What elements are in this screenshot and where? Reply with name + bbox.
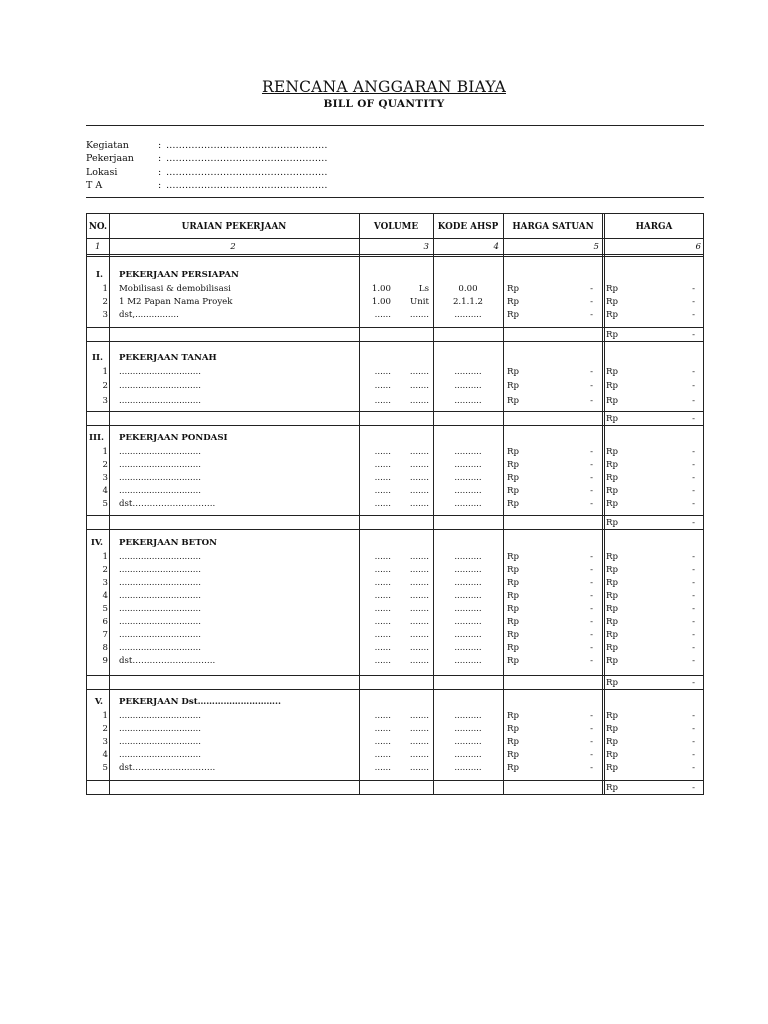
harga-value: - <box>692 710 695 721</box>
item-volume: ...... <box>374 723 391 734</box>
item-number: 1 <box>102 551 108 562</box>
item-number: 3 <box>102 577 108 588</box>
harga-satuan-value: - <box>590 577 593 588</box>
rp-label: Rp <box>507 642 519 653</box>
column-divider <box>602 214 605 794</box>
rp-label: Rp <box>606 499 618 510</box>
item-number: 3 <box>102 309 108 320</box>
harga-satuan-value: - <box>590 616 593 627</box>
item-number: 5 <box>102 499 108 510</box>
section-title: PEKERJAAN PONDASI <box>119 433 228 443</box>
column-index: 3 <box>423 242 429 252</box>
harga-satuan-value: - <box>590 283 593 294</box>
harga-satuan-value: - <box>590 472 593 483</box>
subtotal-top-line <box>87 411 703 412</box>
subtotal-top-line <box>87 780 703 781</box>
harga-satuan-value: - <box>590 723 593 734</box>
item-description: Mobilisasi & demobilisasi <box>119 283 231 294</box>
rp-label: Rp <box>606 564 618 575</box>
item-description: .............................. <box>119 590 201 601</box>
rp-label: Rp <box>507 736 519 747</box>
column-index: 2 <box>230 242 236 252</box>
item-unit: ....... <box>409 590 429 601</box>
item-kode-ahsp: .......... <box>454 395 482 406</box>
subtotal-top-line <box>87 327 703 328</box>
info-label: T A <box>86 179 103 191</box>
item-kode-ahsp: .......... <box>454 459 482 470</box>
rp-label: Rp <box>606 763 618 774</box>
harga-value: - <box>692 564 695 575</box>
item-volume: ...... <box>374 381 391 391</box>
rp-label: Rp <box>606 366 618 377</box>
section-divider <box>87 529 703 530</box>
item-kode-ahsp: .......... <box>454 381 482 391</box>
rp-label: Rp <box>507 655 519 666</box>
item-unit: ....... <box>409 616 429 627</box>
item-kode-ahsp: .......... <box>454 750 482 761</box>
harga-satuan-value: - <box>590 296 593 307</box>
document-subtitle: BILL OF QUANTITY <box>323 98 445 110</box>
item-unit: ....... <box>409 472 429 483</box>
subtotal-rp-label: Rp <box>606 678 618 688</box>
harga-satuan-value: - <box>590 564 593 575</box>
item-unit: ....... <box>409 309 429 320</box>
harga-satuan-value: - <box>590 603 593 614</box>
item-number: 1 <box>102 283 108 294</box>
harga-value: - <box>692 629 695 640</box>
item-unit: ....... <box>409 366 429 377</box>
item-kode-ahsp: .......... <box>454 577 482 588</box>
item-description: dst……………………….. <box>119 655 216 666</box>
rp-label: Rp <box>507 446 519 457</box>
rp-label: Rp <box>507 459 519 470</box>
item-description: dst,................ <box>119 309 179 320</box>
item-unit: ....... <box>409 577 429 588</box>
rp-label: Rp <box>606 381 618 391</box>
harga-value: - <box>692 366 695 377</box>
rp-label: Rp <box>507 616 519 627</box>
item-volume: ...... <box>374 710 391 721</box>
rp-label: Rp <box>606 629 618 640</box>
subtotal-value: - <box>692 330 695 340</box>
harga-value: - <box>692 723 695 734</box>
item-description: .............................. <box>119 736 201 747</box>
item-unit: ....... <box>409 459 429 470</box>
item-unit: ....... <box>409 736 429 747</box>
info-value: …………………………………………… <box>166 153 328 165</box>
column-index: 1 <box>95 242 101 252</box>
rp-label: Rp <box>606 551 618 562</box>
header-divider <box>87 238 703 239</box>
column-index: 4 <box>493 242 499 252</box>
item-unit: ....... <box>409 642 429 653</box>
item-unit: ....... <box>409 486 429 497</box>
rp-label: Rp <box>606 590 618 601</box>
section-divider <box>87 689 703 690</box>
rp-label: Rp <box>606 296 618 307</box>
item-volume: 1.00 <box>371 296 391 307</box>
harga-satuan-value: - <box>590 499 593 510</box>
item-kode-ahsp: .......... <box>454 723 482 734</box>
item-description: .............................. <box>119 629 201 640</box>
column-divider <box>433 214 434 794</box>
harga-satuan-value: - <box>590 551 593 562</box>
item-description: .............................. <box>119 750 201 761</box>
harga-value: - <box>692 763 695 774</box>
harga-value: - <box>692 395 695 406</box>
header-no: NO. <box>88 222 108 232</box>
item-number: 3 <box>102 736 108 747</box>
section-number: IV. <box>90 538 103 548</box>
subtotal-rp-label: Rp <box>606 330 618 340</box>
section-divider <box>87 341 703 342</box>
harga-value: - <box>692 603 695 614</box>
harga-satuan-value: - <box>590 486 593 497</box>
item-unit: Ls <box>418 283 429 294</box>
rp-label: Rp <box>606 736 618 747</box>
harga-value: - <box>692 472 695 483</box>
item-volume: ...... <box>374 642 391 653</box>
document-title: RENCANA ANGGARAN BIAYA <box>261 78 507 96</box>
section-title: PEKERJAAN TANAH <box>119 353 217 363</box>
harga-value: - <box>692 616 695 627</box>
item-description: .............................. <box>119 564 201 575</box>
item-unit: ....... <box>409 603 429 614</box>
item-number: 2 <box>102 459 108 470</box>
item-description: .............................. <box>119 472 201 483</box>
rp-label: Rp <box>606 577 618 588</box>
harga-value: - <box>692 446 695 457</box>
rp-label: Rp <box>507 551 519 562</box>
item-volume: ...... <box>374 309 391 320</box>
item-unit: ....... <box>409 446 429 457</box>
section-number: III. <box>89 433 105 443</box>
info-value: …………………………………………… <box>166 140 328 151</box>
item-kode-ahsp: .......... <box>454 551 482 562</box>
rp-label: Rp <box>507 629 519 640</box>
info-row: Kegiatan : …………………………………………… <box>86 140 328 151</box>
harga-value: - <box>692 283 695 294</box>
item-volume: ...... <box>374 603 391 614</box>
rp-label: Rp <box>507 395 519 406</box>
harga-satuan-value: - <box>590 655 593 666</box>
item-number: 9 <box>102 655 108 666</box>
item-kode-ahsp: .......... <box>454 710 482 721</box>
item-unit: ....... <box>409 395 429 406</box>
harga-value: - <box>692 750 695 761</box>
item-volume: ...... <box>374 590 391 601</box>
item-description: .............................. <box>119 381 201 391</box>
rp-label: Rp <box>606 459 618 470</box>
rp-label: Rp <box>606 723 618 734</box>
item-description: .............................. <box>119 459 201 470</box>
item-description: 1 M2 Papan Nama Proyek <box>119 296 233 307</box>
rp-label: Rp <box>606 655 618 666</box>
item-unit: ....... <box>409 750 429 761</box>
rp-label: Rp <box>606 616 618 627</box>
info-label: Lokasi <box>86 166 118 178</box>
item-number: 1 <box>102 710 108 721</box>
rp-label: Rp <box>507 603 519 614</box>
section-title: PEKERJAAN BETON <box>119 538 217 548</box>
section-number: II. <box>91 353 103 363</box>
section-number: V. <box>94 697 103 707</box>
harga-value: - <box>692 655 695 666</box>
item-description: .............................. <box>119 710 201 721</box>
item-description: .............................. <box>119 551 201 562</box>
info-row: Lokasi : …………………………………………… <box>86 166 328 178</box>
item-volume: ...... <box>374 629 391 640</box>
harga-satuan-value: - <box>590 736 593 747</box>
harga-value: - <box>692 381 695 391</box>
item-kode-ahsp: .......... <box>454 472 482 483</box>
item-kode-ahsp: .......... <box>454 655 482 666</box>
item-kode-ahsp: .......... <box>454 446 482 457</box>
harga-value: - <box>692 551 695 562</box>
rp-label: Rp <box>606 446 618 457</box>
column-index: 5 <box>593 242 599 252</box>
item-number: 3 <box>102 472 108 483</box>
item-kode-ahsp: 0.00 <box>458 283 478 294</box>
item-description: dst……………………….. <box>119 499 216 510</box>
item-number: 5 <box>102 763 108 774</box>
section-title: PEKERJAAN Dst……………………….. <box>119 697 282 707</box>
header-harga-satuan: HARGA SATUAN <box>512 222 594 232</box>
subtotal-top-line <box>87 675 703 676</box>
harga-satuan-value: - <box>590 459 593 470</box>
item-kode-ahsp: .......... <box>454 736 482 747</box>
item-description: dst……………………….. <box>119 763 216 774</box>
rp-label: Rp <box>507 564 519 575</box>
item-volume: ...... <box>374 551 391 562</box>
harga-value: - <box>692 736 695 747</box>
item-kode-ahsp: .......... <box>454 309 482 320</box>
item-description: .............................. <box>119 723 201 734</box>
harga-satuan-value: - <box>590 446 593 457</box>
harga-value: - <box>692 499 695 510</box>
rp-label: Rp <box>507 309 519 320</box>
item-number: 1 <box>102 366 108 377</box>
subtotal-rp-label: Rp <box>606 783 618 793</box>
harga-value: - <box>692 296 695 307</box>
item-number: 5 <box>102 603 108 614</box>
harga-value: - <box>692 486 695 497</box>
item-unit: Unit <box>410 296 429 307</box>
item-description: .............................. <box>119 446 201 457</box>
subtotal-rp-label: Rp <box>606 414 618 424</box>
harga-value: - <box>692 309 695 320</box>
item-description: .............................. <box>119 642 201 653</box>
header-volume: VOLUME <box>373 222 419 232</box>
item-unit: ....... <box>409 564 429 575</box>
item-kode-ahsp: .......... <box>454 486 482 497</box>
item-kode-ahsp: 2.1.1.2 <box>452 296 484 307</box>
rp-label: Rp <box>606 642 618 653</box>
info-label: Kegiatan <box>86 140 129 151</box>
item-kode-ahsp: .......... <box>454 763 482 774</box>
item-volume: ...... <box>374 763 391 774</box>
harga-satuan-value: - <box>590 381 593 391</box>
rp-label: Rp <box>507 723 519 734</box>
item-number: 6 <box>102 616 108 627</box>
harga-satuan-value: - <box>590 763 593 774</box>
project-info <box>86 139 328 192</box>
rp-label: Rp <box>507 381 519 391</box>
rp-label: Rp <box>507 472 519 483</box>
section-divider <box>87 425 703 426</box>
column-divider <box>109 214 110 794</box>
harga-value: - <box>692 459 695 470</box>
item-number: 8 <box>102 642 108 653</box>
item-volume: ...... <box>374 499 391 510</box>
rp-label: Rp <box>507 710 519 721</box>
rp-label: Rp <box>606 472 618 483</box>
subtotal-rp-label: Rp <box>606 518 618 528</box>
item-number: 3 <box>102 395 108 406</box>
item-number: 4 <box>102 750 108 761</box>
item-kode-ahsp: .......... <box>454 590 482 601</box>
harga-value: - <box>692 577 695 588</box>
subtotal-top-line <box>87 515 703 516</box>
subtotal-value: - <box>692 783 695 793</box>
rp-label: Rp <box>606 283 618 294</box>
rp-label: Rp <box>606 603 618 614</box>
item-kode-ahsp: .......... <box>454 642 482 653</box>
item-volume: ...... <box>374 459 391 470</box>
item-description: .............................. <box>119 616 201 627</box>
item-unit: ....... <box>409 710 429 721</box>
item-volume: ...... <box>374 750 391 761</box>
top-divider <box>86 125 704 126</box>
item-description: .............................. <box>119 603 201 614</box>
harga-satuan-value: - <box>590 366 593 377</box>
item-kode-ahsp: .......... <box>454 499 482 510</box>
rp-label: Rp <box>606 710 618 721</box>
rp-label: Rp <box>507 499 519 510</box>
item-volume: ...... <box>374 472 391 483</box>
harga-value: - <box>692 590 695 601</box>
item-unit: ....... <box>409 629 429 640</box>
item-volume: ...... <box>374 736 391 747</box>
item-volume: ...... <box>374 577 391 588</box>
item-volume: 1.00 <box>371 283 391 294</box>
harga-satuan-value: - <box>590 629 593 640</box>
column-divider <box>503 214 504 794</box>
item-number: 1 <box>102 446 108 457</box>
item-number: 7 <box>102 629 108 640</box>
item-volume: ...... <box>374 616 391 627</box>
info-divider <box>86 197 704 198</box>
rp-label: Rp <box>507 763 519 774</box>
item-volume: ...... <box>374 564 391 575</box>
item-volume: ...... <box>374 486 391 497</box>
item-volume: ...... <box>374 395 391 406</box>
item-unit: ....... <box>409 763 429 774</box>
harga-satuan-value: - <box>590 642 593 653</box>
item-volume: ...... <box>374 655 391 666</box>
harga-satuan-value: - <box>590 590 593 601</box>
item-number: 2 <box>102 564 108 575</box>
info-value: …………………………………………… <box>166 179 328 191</box>
info-label: Pekerjaan <box>86 153 134 165</box>
harga-satuan-value: - <box>590 395 593 406</box>
item-volume: ...... <box>374 366 391 377</box>
index-divider <box>87 254 703 257</box>
rp-label: Rp <box>507 366 519 377</box>
item-number: 2 <box>102 381 108 391</box>
header-kode: KODE AHSP <box>437 222 499 232</box>
item-volume: ...... <box>374 446 391 457</box>
info-value: …………………………………………… <box>166 166 328 178</box>
rp-label: Rp <box>507 296 519 307</box>
rp-label: Rp <box>507 750 519 761</box>
harga-satuan-value: - <box>590 750 593 761</box>
item-unit: ....... <box>409 723 429 734</box>
column-index: 6 <box>695 242 701 252</box>
item-description: .............................. <box>119 395 201 406</box>
item-unit: ....... <box>409 551 429 562</box>
rp-label: Rp <box>507 577 519 588</box>
subtotal-value: - <box>692 518 695 528</box>
item-number: 2 <box>102 296 108 307</box>
subtotal-value: - <box>692 678 695 688</box>
item-kode-ahsp: .......... <box>454 603 482 614</box>
item-kode-ahsp: .......... <box>454 629 482 640</box>
item-description: .............................. <box>119 366 201 377</box>
item-kode-ahsp: .......... <box>454 564 482 575</box>
column-divider <box>359 214 360 794</box>
harga-satuan-value: - <box>590 710 593 721</box>
item-unit: ....... <box>409 381 429 391</box>
item-number: 4 <box>102 486 108 497</box>
item-number: 2 <box>102 723 108 734</box>
item-unit: ....... <box>409 499 429 510</box>
bill-of-quantity-table <box>86 213 704 795</box>
item-kode-ahsp: .......... <box>454 366 482 377</box>
rp-label: Rp <box>507 590 519 601</box>
rp-label: Rp <box>606 395 618 406</box>
info-row: Pekerjaan : …………………………………………… <box>86 153 328 165</box>
item-description: .............................. <box>119 577 201 588</box>
item-unit: ....... <box>409 655 429 666</box>
harga-value: - <box>692 642 695 653</box>
section-number: I. <box>95 270 103 280</box>
item-kode-ahsp: .......... <box>454 616 482 627</box>
header-harga: HARGA <box>635 222 673 232</box>
header-uraian: URAIAN PEKERJAAN <box>181 222 287 232</box>
rp-label: Rp <box>507 486 519 497</box>
rp-label: Rp <box>606 309 618 320</box>
rp-label: Rp <box>507 283 519 294</box>
info-row: T A : …………………………………………… <box>86 179 328 191</box>
item-description: .............................. <box>119 486 201 497</box>
subtotal-value: - <box>692 414 695 424</box>
rp-label: Rp <box>606 486 618 497</box>
rp-label: Rp <box>606 750 618 761</box>
harga-satuan-value: - <box>590 309 593 320</box>
section-title: PEKERJAAN PERSIAPAN <box>119 270 239 280</box>
item-number: 4 <box>102 590 108 601</box>
